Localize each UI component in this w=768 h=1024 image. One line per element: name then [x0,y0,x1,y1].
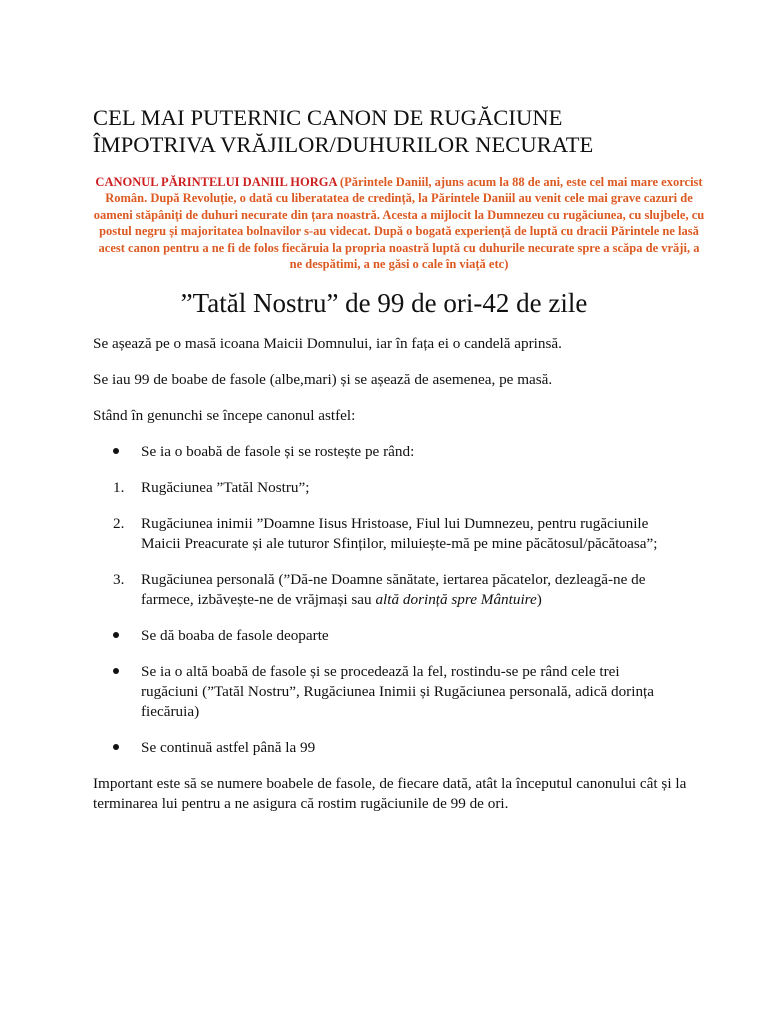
title-line-1: CEL MAI PUTERNIC CANON DE RUGĂCIUNE [93,105,563,130]
list-item [93,662,663,722]
intro-lead: CANONUL PĂRINTELUI DANIIL HORGA [95,175,337,189]
list-item [93,478,663,498]
list-item-text: Rugăciunea ”Tatăl Nostru”; [141,479,310,497]
title-line-2: ÎMPOTRIVA VRĂJILOR/DUHURILOR NECURATE [93,132,594,157]
list-item [93,570,663,610]
bullet-marker [113,442,137,462]
bullet-icon [113,448,119,454]
list-item-text-italic: altă dorință spre Mântuire [375,591,537,609]
paragraph-beans-setup: Se iau 99 de boabe de fasole (albe,mari) și se așează de asemenea, pe masă. [93,371,553,389]
list-item-text: Rugăciunea inimii ”Doamne Iisus Hristoase, Fiul lui Dumnezeu, pentru rugăciunile Maicii Preacurate și ale tuturor Sfinților, miluiește-mă pe mine păcătosul/păcătoasa”; [141,515,658,553]
bullet-marker [113,738,137,758]
list-item-text: Se ia o altă boabă de fasole și se procedează la fel, rostindu-se pe rând cele trei rugăciuni (”Tatăl Nostru”, Rugăciunea Inimii și Rugăciunea personală, adică dorința fiecăruia) [141,663,655,721]
list-item-text [141,571,646,608]
number-marker: 2. [113,515,125,533]
bullet-marker [113,662,137,682]
paragraph-kneeling: Stând în genunchi se începe canonul astfel: [93,407,356,425]
intro-paragraph [93,174,705,272]
paragraph-important-note: Important este să se numere boabele de fasole, de fiecare dată, atât la începutul canonului cât și la terminarea lui pentru a ne asigura că rostim rugăciunile de 99 de ori. [93,775,687,813]
list-item [93,514,663,554]
list-item [93,738,663,758]
intro-rest: (Părintele Daniil, ajuns acum la 88 de ani, este cel mai mare exorcist Român. După Revoluție, o dată cu liberatatea de credință, la Părintele Daniil au venit cele mai grave cazuri de oameni stăpâniți de duhuri necurate din țara noastră. Acesta a mijlocit la Dumnezeu cu rugăciunea, cu slujbele, cu postul negru și majoritatea bolnavilor s-au videcat. După o bogată experiență de luptă cu dracii Părintele ne lasă acest canon pentru a ne fi de folos fiecăruia la propria noastră luptă cu duhurile necurate spre a scăpa de vrăji, a ne despătimi, a ne găsi o cale în viață etc) [93,175,705,272]
bullet-icon [113,744,119,750]
subtitle: ”Tatăl Nostru” de 99 de ori-42 de zile [180,288,588,319]
bullet-icon [113,632,119,638]
list-item-text-after: ) [536,591,542,609]
bullet-marker [113,626,137,646]
bullet-icon [113,668,119,674]
paragraph-icon-setup: Se așează pe o masă icoana Maicii Domnului, iar în fața ei o candelă aprinsă. [93,335,562,353]
steps-list [93,442,768,758]
page-title [93,104,693,158]
list-item [93,626,663,646]
list-item [93,442,663,462]
number-marker: 1. [113,479,125,497]
list-item-text-before: Rugăciunea personală (”Dă-ne Doamne sănătate, iertarea păcatelor, dezleagă-ne de farmece, izbăvește-ne de vrăjmași sau [141,571,646,609]
number-marker: 3. [113,571,125,589]
list-item-text: Se ia o boabă de fasole și se rostește pe rând: [141,443,415,461]
list-item-text: Se dă boaba de fasole deoparte [141,627,329,645]
list-item-text: Se continuă astfel până la 99 [141,739,316,757]
